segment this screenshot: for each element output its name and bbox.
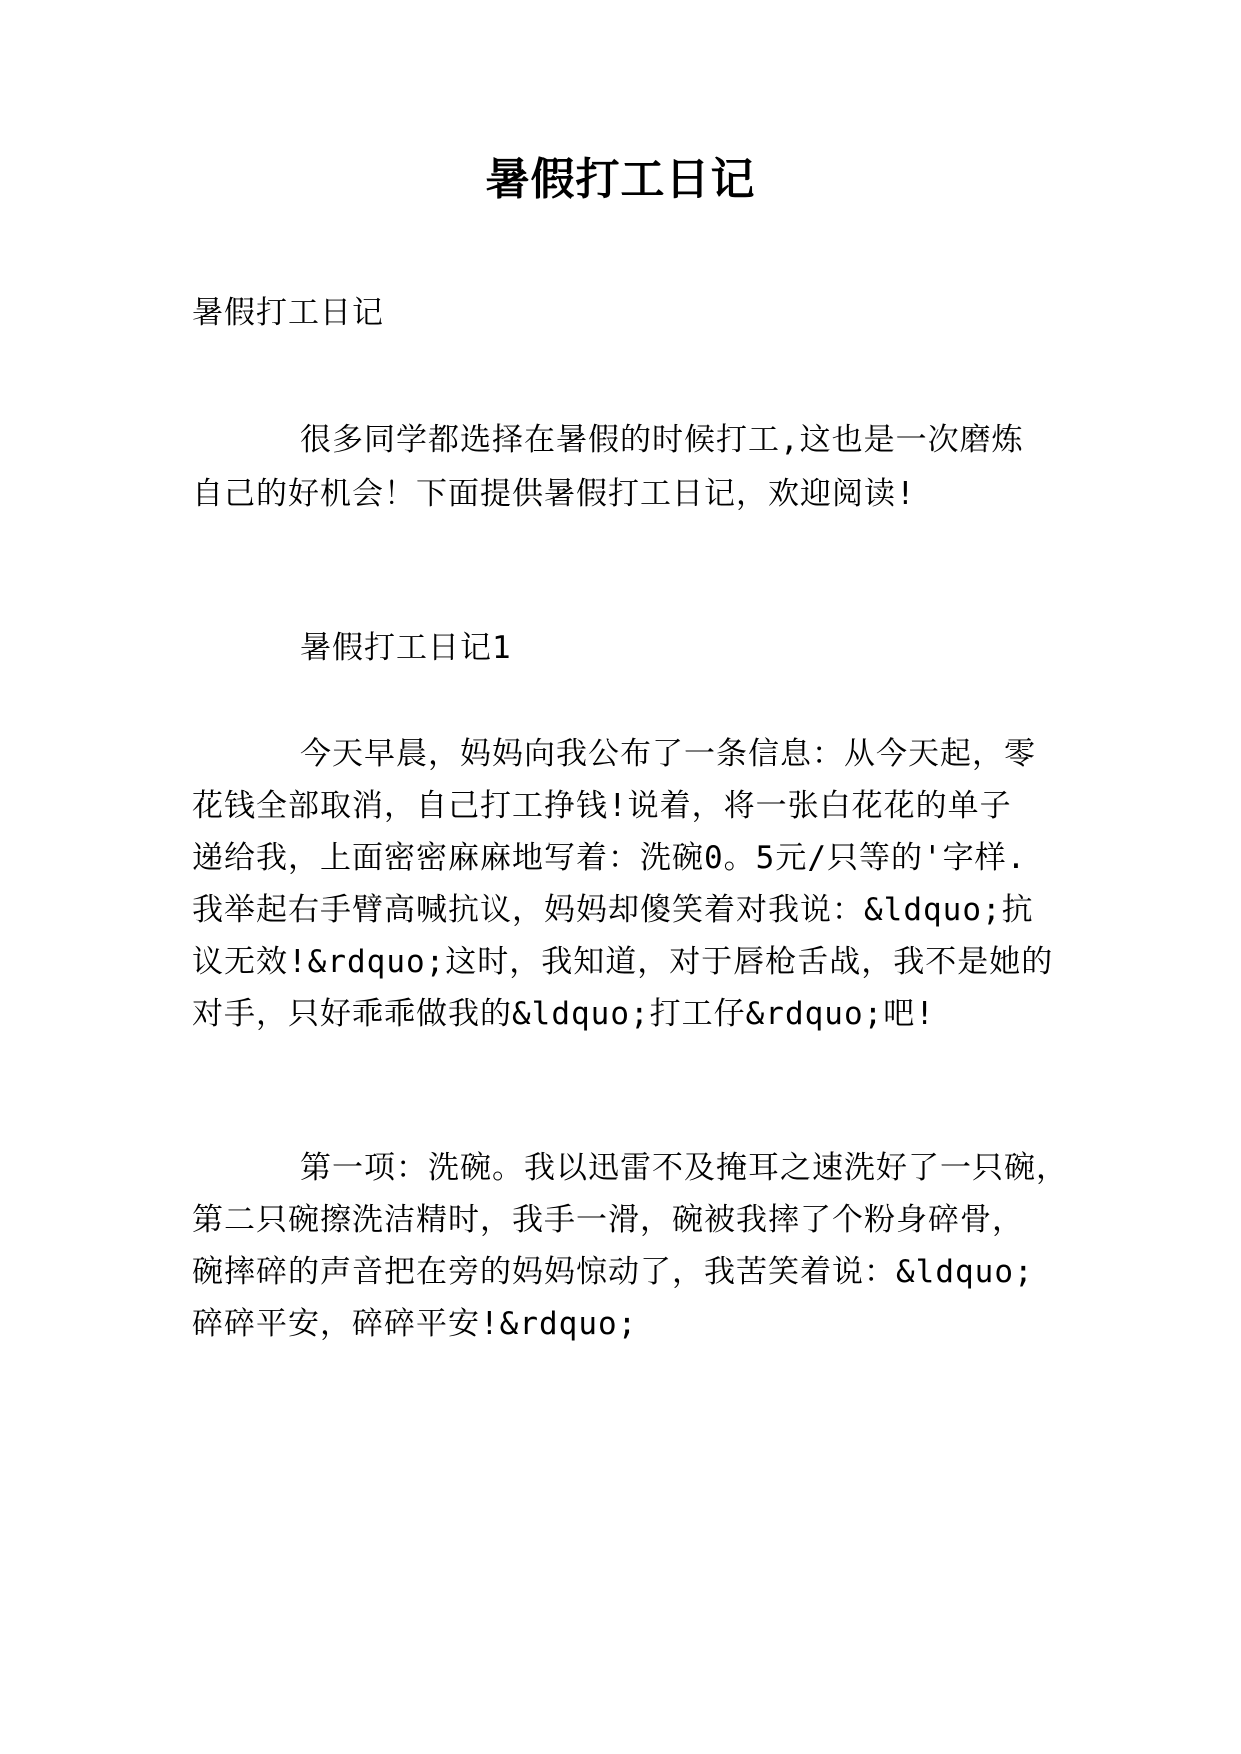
paragraph-line: 递给我，上面密密麻麻地写着：洗碗0。5元/只等的'字样. [192, 840, 1027, 876]
intro-line: 很多同学都选择在暑假的时候打工,这也是一次磨炼 [300, 422, 1024, 458]
paragraph-line: 第二只碗擦洗洁精时，我手一滑，碗被我摔了个粉身碎骨， [192, 1202, 1024, 1238]
subtitle-line: 暑假打工日记 [192, 295, 384, 331]
intro-line: 自己的好机会！下面提供暑假打工日记，欢迎阅读! [192, 476, 916, 512]
section-heading: 暑假打工日记1 [300, 630, 512, 666]
paragraph-line: 花钱全部取消，自己打工挣钱!说着，将一张白花花的单子 [192, 788, 1012, 824]
paragraph-line: 第一项：洗碗。我以迅雷不及掩耳之速洗好了一只碗， [300, 1150, 1068, 1186]
paragraph-line: 议无效!&rdquo;这时，我知道，对于唇枪舌战，我不是她的 [192, 944, 1054, 980]
paragraph-line: 我举起右手臂高喊抗议，妈妈却傻笑着对我说：&ldquo;抗 [192, 892, 1034, 928]
paragraph-line: 对手，只好乖乖做我的&ldquo;打工仔&rdquo;吧! [192, 996, 935, 1032]
paragraph-line: 碎碎平安，碎碎平安!&rdquo; [192, 1306, 638, 1342]
document-title: 暑假打工日记 [485, 154, 756, 205]
paragraph-line: 碗摔碎的声音把在旁的妈妈惊动了，我苦笑着说：&ldquo; [192, 1254, 1034, 1290]
paragraph-line: 今天早晨，妈妈向我公布了一条信息：从今天起，零 [300, 736, 1036, 772]
